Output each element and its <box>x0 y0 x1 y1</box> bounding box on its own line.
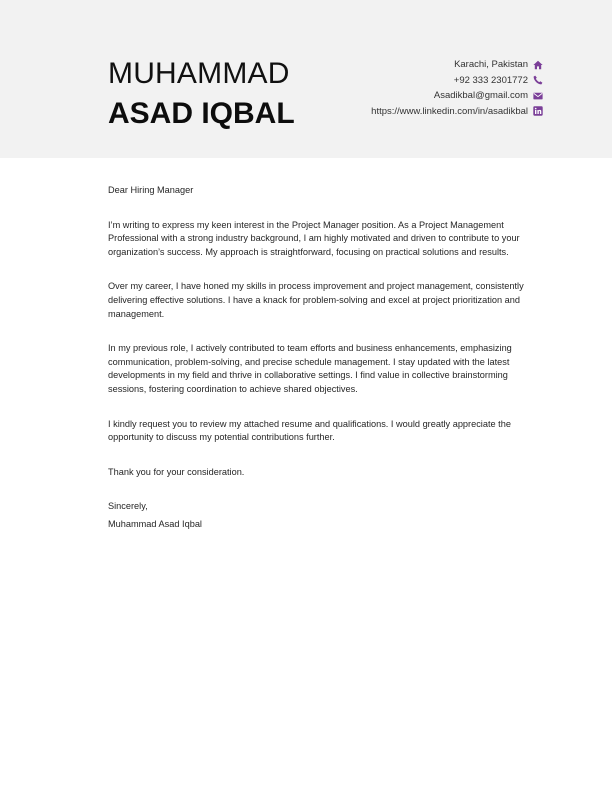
contact-info <box>371 57 543 119</box>
contact-linkedin <box>371 104 543 120</box>
first-name: MUHAMMAD <box>108 57 290 90</box>
greeting: Dear Hiring Manager <box>108 185 194 195</box>
linkedin-link[interactable]: https://www.linkedin.com/in/asadikbal <box>371 105 528 117</box>
paragraph-request: I kindly request you to review my attached resume and qualifications. I would greatly appreciate the opportunity to discuss my potential contributions further. <box>108 418 511 443</box>
contact-email <box>371 88 543 104</box>
envelope-icon <box>533 91 543 101</box>
signature-name: Muhammad Asad Iqbal <box>108 518 202 529</box>
last-name: ASAD IQBAL <box>108 97 295 130</box>
signoff: Sincerely, <box>108 501 148 512</box>
paragraph-previous-role: In my previous role, I actively contributed to team efforts and business enhancements, emphasizing communication, problem-solving, and precise schedule management. I stay updated with the latest developments in my field and thrive in collaborative settings. I find value in collective brainstorming sessions, fostering coordination to achieve shared objectives. <box>108 343 512 394</box>
phone-text[interactable]: +92 333 2301772 <box>453 74 528 86</box>
phone-icon <box>533 75 543 85</box>
location-text: Karachi, Pakistan <box>454 59 528 71</box>
email-link[interactable]: Asadikbal@gmail.com <box>433 90 528 102</box>
contact-location <box>371 57 543 73</box>
home-icon <box>533 60 543 70</box>
contact-phone <box>371 73 543 89</box>
letter-body <box>108 184 542 532</box>
linkedin-icon <box>533 106 543 116</box>
header-band <box>0 0 612 158</box>
paragraph-career: Over my career, I have honed my skills in process improvement and project management, consistently delivering effective solutions. I have a knack for problem-solving and excel at project prioritization and management. <box>108 281 524 319</box>
paragraph-intro: I’m writing to express my keen interest in the Project Manager position. As a Project Management Professional with a strong industry background, I am highly motivated and driven to contribute to your organization’s success. My approach is straightforward, focusing on practical solutions and results. <box>108 219 520 257</box>
thanks-line: Thank you for your consideration. <box>108 466 245 477</box>
